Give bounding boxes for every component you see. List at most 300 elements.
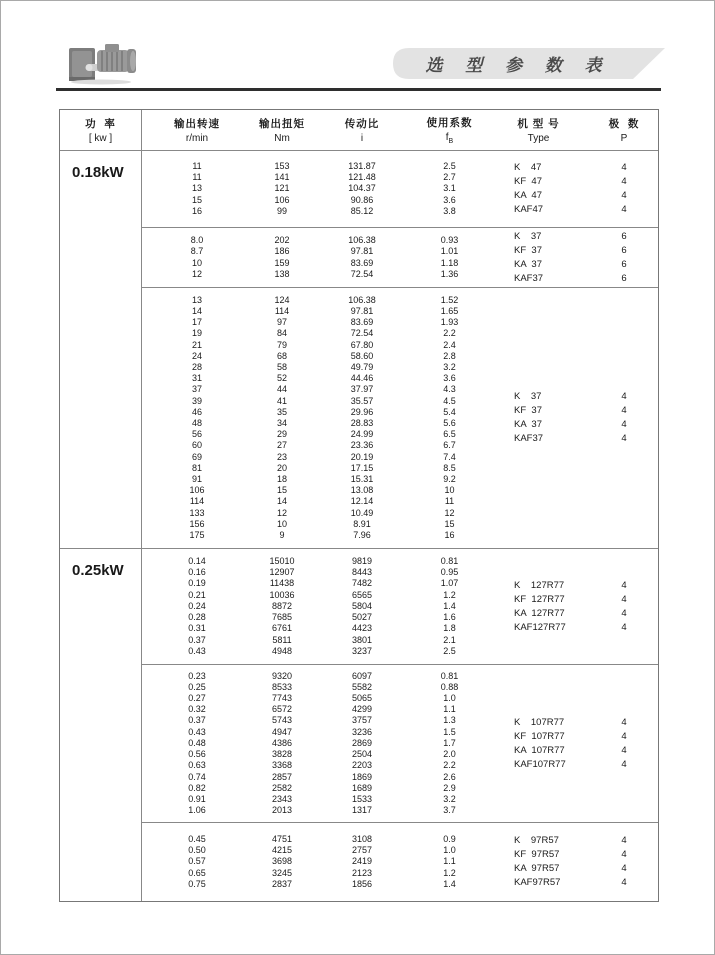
cell-value: 2869 [351, 737, 373, 748]
cell-value: 0.48 [188, 737, 206, 748]
header-service-factor: 使用系数 $f_B$ [426, 117, 473, 145]
type-value: K 37 [514, 391, 542, 402]
cell-value: 0.23 [188, 670, 206, 681]
cell-value: 141 [274, 172, 290, 183]
cell-value: 83.69 [350, 257, 374, 268]
poles-value: 4 [621, 405, 627, 416]
cell-value: 9320 [271, 670, 293, 681]
poles-value: 6 [621, 230, 627, 242]
type-value: KAF127R77 [514, 621, 566, 633]
poles-value: 4 [621, 835, 627, 846]
poles-value: 4 [621, 391, 627, 402]
poles-column [590, 228, 658, 287]
torque-column [252, 823, 312, 901]
cell-value: 3108 [351, 833, 373, 844]
header-torque: 输出扭矩 Nm [259, 118, 305, 144]
cell-value: 4.5 [443, 395, 456, 406]
cell-value: 138 [274, 268, 290, 279]
poles-value: 4 [621, 190, 627, 201]
cell-value: 3.6 [443, 194, 456, 205]
type-value: KF 47 [514, 176, 542, 187]
cell-value: 1.2 [443, 867, 456, 878]
gearmotor-photo [63, 37, 143, 87]
page-title: 选 型 参 数 表 [425, 56, 611, 75]
cell-value: 5804 [351, 600, 373, 611]
cell-value: 2.6 [443, 771, 456, 782]
cell-value: 0.91 [188, 793, 206, 804]
cell-value: 2.0 [443, 749, 456, 760]
type-value: KF 97R57 [514, 849, 560, 860]
table-header-row [60, 110, 658, 151]
header-ratio: 传动比 i [344, 118, 380, 144]
cell-value: 1.7 [443, 737, 456, 748]
cell-value: 46 [191, 406, 202, 417]
speed-column [142, 549, 252, 664]
poles-value: 4 [621, 607, 627, 619]
cell-value: 84 [276, 328, 287, 339]
cell-value: 91 [191, 474, 202, 485]
cell-value: 6572 [271, 704, 293, 715]
torque-column [252, 665, 312, 822]
cell-value: 2203 [351, 760, 373, 771]
cell-value: 15.31 [350, 474, 374, 485]
cell-value: 35.57 [350, 395, 374, 406]
cell-value: 97.81 [350, 305, 374, 316]
poles-value: 4 [621, 593, 627, 605]
factor-column [412, 151, 487, 227]
torque-column [252, 151, 312, 227]
power-section-0 [60, 151, 658, 548]
cell-value: 0.65 [188, 867, 206, 878]
cell-value: 1.06 [188, 805, 206, 816]
poles-column [590, 549, 658, 664]
cell-value: 1.93 [440, 317, 459, 328]
cell-value: 1.0 [443, 845, 456, 856]
type-value: KF 107R77 [514, 730, 565, 742]
type-column [487, 823, 590, 901]
power-section-1 [60, 548, 658, 901]
cell-value: 1.5 [443, 726, 456, 737]
cell-value: 8872 [271, 600, 293, 611]
cell-value: 13.08 [350, 485, 374, 496]
type-column [487, 288, 590, 548]
cell-value: 69 [191, 451, 202, 462]
data-block-0-1 [142, 227, 658, 287]
cell-value: 6565 [351, 589, 373, 600]
torque-column [252, 288, 312, 548]
cell-value: 3698 [271, 856, 293, 867]
cell-value: 13 [191, 183, 202, 194]
type-column [487, 665, 590, 822]
cell-value: 19 [191, 328, 202, 339]
cell-value: 56 [191, 429, 202, 440]
cell-value: 0.63 [188, 760, 206, 771]
cell-value: 0.31 [188, 623, 206, 634]
type-value: KAF37 [514, 272, 544, 284]
type-value: K 127R77 [514, 579, 565, 591]
factor-column [412, 549, 487, 664]
cell-value: 159 [274, 257, 290, 268]
ratio-column [312, 228, 412, 287]
cell-value: 79 [276, 339, 287, 350]
poles-value: 4 [621, 744, 627, 756]
cell-value: 1.2 [443, 589, 456, 600]
cell-value: 21 [191, 339, 202, 350]
type-value: KA 37 [514, 419, 542, 430]
poles-value: 4 [621, 433, 627, 444]
cell-value: 2.1 [443, 634, 456, 645]
cell-value: 106 [189, 485, 205, 496]
cell-value: 52 [276, 373, 287, 384]
cell-value: 1.4 [443, 878, 456, 889]
cell-value: 2757 [351, 845, 373, 856]
poles-value: 4 [621, 758, 627, 770]
cell-value: 114 [274, 305, 290, 316]
cell-value: 1.1 [443, 704, 456, 715]
cell-value: 12907 [269, 567, 295, 578]
cell-value: 2343 [271, 793, 293, 804]
cell-value: 16 [444, 530, 455, 541]
poles-value: 4 [621, 863, 627, 874]
poles-value: 4 [621, 716, 627, 728]
cell-value: 0.16 [188, 567, 206, 578]
cell-value: 4386 [271, 737, 293, 748]
cell-value: 1.8 [443, 623, 456, 634]
cell-value: 0.75 [188, 878, 206, 889]
type-value: K 37 [514, 230, 542, 242]
cell-value: 2013 [271, 805, 293, 816]
cell-value: 5743 [271, 715, 293, 726]
cell-value: 121 [274, 183, 290, 194]
cell-value: 1.1 [443, 856, 456, 867]
cell-value: 3236 [351, 726, 373, 737]
cell-value: 34 [276, 418, 287, 428]
cell-value: 106.38 [348, 235, 376, 246]
cell-value: 3.2 [443, 361, 456, 372]
cell-value: 0.95 [440, 567, 459, 578]
page-title-banner [393, 48, 665, 79]
cell-value: 0.24 [188, 600, 206, 611]
section-blocks [142, 151, 658, 548]
cell-value: 0.43 [188, 645, 206, 656]
header-divider [56, 88, 661, 91]
cell-value: 2837 [271, 878, 293, 889]
cell-value: 27 [276, 440, 287, 451]
data-block-1-0 [142, 549, 658, 664]
cell-value: 5.4 [443, 406, 456, 417]
cell-value: 7685 [271, 612, 293, 623]
cell-value: 5065 [351, 693, 373, 704]
cell-value: 153 [274, 160, 290, 171]
header-speed: 输出转速 r/min [174, 118, 220, 144]
type-column [487, 228, 590, 287]
cell-value: 2419 [351, 856, 373, 867]
cell-value: 5582 [351, 681, 373, 692]
cell-value: 0.93 [440, 235, 459, 246]
type-value: KA 127R77 [514, 607, 565, 619]
cell-value: 1.3 [443, 715, 456, 726]
cell-value: 0.21 [188, 589, 206, 600]
cell-value: 2.9 [443, 782, 456, 793]
poles-column [590, 151, 658, 227]
cell-value: 0.82 [188, 782, 206, 793]
cell-value: 48 [191, 418, 202, 428]
cell-value: 72.54 [350, 328, 374, 339]
cell-value: 202 [274, 235, 290, 246]
cell-value: 12 [191, 268, 202, 279]
cell-value: 24 [191, 350, 202, 361]
cell-value: 3757 [351, 715, 373, 726]
ratio-column [312, 665, 412, 822]
cell-value: 3.6 [443, 373, 456, 384]
cell-value: 4423 [351, 623, 373, 634]
cell-value: 6097 [351, 670, 373, 681]
cell-value: 5.6 [443, 418, 456, 428]
cell-value: 3245 [271, 867, 293, 878]
poles-column [590, 823, 658, 901]
cell-value: 11438 [269, 578, 295, 589]
cell-value: 0.25 [188, 681, 206, 692]
cell-value: 83.69 [350, 317, 374, 328]
cell-value: 8.7 [190, 246, 204, 257]
cell-value: 8.0 [190, 235, 204, 246]
cell-value: 44.46 [350, 373, 374, 384]
ratio-column [312, 549, 412, 664]
ratio-column [312, 288, 412, 548]
type-column [487, 151, 590, 227]
cell-value: 99 [276, 205, 287, 216]
type-value: KAF47 [514, 204, 544, 215]
cell-value: 0.56 [188, 749, 206, 760]
cell-value: 58.60 [350, 350, 374, 361]
cell-value: 9.2 [443, 474, 456, 485]
cell-value: 67.80 [350, 339, 374, 350]
cell-value: 18 [276, 474, 287, 485]
factor-column [412, 288, 487, 548]
type-value: K 107R77 [514, 716, 565, 728]
cell-value: 16 [191, 205, 202, 216]
cell-value: 2123 [351, 867, 373, 878]
cell-value: 2.4 [443, 339, 456, 350]
cell-value: 8533 [271, 681, 293, 692]
cell-value: 8.5 [443, 462, 456, 473]
poles-value: 4 [621, 162, 627, 173]
cell-value: 28 [191, 361, 202, 372]
power-label: 0.25kW [60, 549, 142, 901]
cell-value: 15 [191, 194, 202, 205]
cell-value: 49.79 [350, 361, 374, 372]
cell-value: 2.5 [443, 160, 456, 171]
cell-value: 1.36 [440, 268, 459, 279]
cell-value: 10 [276, 518, 287, 529]
speed-column [142, 151, 252, 227]
data-block-1-2 [142, 822, 658, 901]
header-type: 机 型 号 Type [517, 118, 560, 144]
cell-value: 17 [191, 317, 202, 328]
cell-value: 1.07 [440, 578, 459, 589]
poles-value: 4 [621, 730, 627, 742]
cell-value: 37 [191, 384, 202, 395]
poles-value: 4 [621, 877, 627, 888]
cell-value: 175 [189, 530, 205, 541]
cell-value: 29 [276, 429, 287, 440]
poles-value: 4 [621, 621, 627, 633]
cell-value: 121.48 [348, 172, 376, 183]
cell-value: 10.49 [350, 507, 374, 518]
cell-value: 28.83 [350, 418, 374, 428]
cell-value: 3801 [351, 634, 373, 645]
cell-value: 1689 [351, 782, 373, 793]
cell-value: 1.0 [443, 693, 456, 704]
cell-value: 14 [276, 496, 287, 507]
poles-value: 6 [621, 258, 627, 270]
cell-value: 1.18 [440, 257, 459, 268]
type-value: KA 107R77 [514, 744, 565, 756]
factor-column [412, 228, 487, 287]
cell-value: 8.91 [353, 518, 371, 529]
cell-value: 90.86 [350, 194, 374, 205]
cell-value: 114 [189, 496, 205, 507]
cell-value: 0.88 [440, 681, 459, 692]
cell-value: 0.37 [188, 715, 206, 726]
speed-column [142, 228, 252, 287]
cell-value: 0.81 [440, 670, 459, 681]
cell-value: 0.45 [188, 833, 206, 844]
type-value: KF 37 [514, 405, 542, 416]
power-label: 0.18kW [60, 151, 142, 548]
cell-value: 97 [276, 317, 287, 328]
cell-value: 0.28 [188, 612, 206, 623]
cell-value: 4.3 [443, 384, 456, 395]
table-body [60, 151, 658, 901]
cell-value: 7482 [351, 578, 373, 589]
ratio-column [312, 823, 412, 901]
type-value: K 97R57 [514, 835, 559, 846]
cell-value: 1856 [351, 878, 373, 889]
torque-column [252, 228, 312, 287]
cell-value: 131.87 [348, 160, 376, 171]
cell-value: 3828 [271, 749, 293, 760]
cell-value: 11 [192, 172, 202, 183]
cell-value: 3.7 [443, 805, 456, 816]
cell-value: 2.2 [443, 760, 456, 771]
cell-value: 1869 [351, 771, 373, 782]
cell-value: 39 [191, 395, 202, 406]
cell-value: 124 [274, 294, 290, 305]
cell-value: 1533 [351, 793, 373, 804]
cell-value: 3368 [271, 760, 293, 771]
cell-value: 106.38 [348, 294, 376, 305]
cell-value: 97.81 [350, 246, 374, 257]
cell-value: 6.7 [443, 440, 456, 451]
cell-value: 12 [444, 507, 455, 518]
selection-parameter-table [59, 109, 659, 902]
cell-value: 14 [191, 305, 202, 316]
cell-value: 0.32 [188, 704, 206, 715]
speed-column [142, 288, 252, 548]
header-poles: 极 数 P [608, 118, 640, 144]
cell-value: 41 [276, 395, 287, 406]
cell-value: 4751 [271, 833, 293, 844]
type-value: KAF107R77 [514, 758, 566, 770]
cell-value: 9819 [351, 556, 373, 567]
cell-value: 3.8 [443, 205, 456, 216]
cell-value: 85.12 [350, 205, 374, 216]
cell-value: 1.52 [440, 294, 459, 305]
cell-value: 0.57 [188, 856, 206, 867]
header-power: 功 率 [ kw ] [60, 110, 142, 150]
data-block-0-0 [142, 151, 658, 227]
cell-value: 2504 [351, 749, 373, 760]
cell-value: 31 [191, 373, 202, 384]
cell-value: 5027 [351, 612, 373, 623]
cell-value: 35 [276, 406, 287, 417]
cell-value: 2.5 [443, 645, 456, 656]
cell-value: 1.01 [440, 246, 459, 257]
section-blocks [142, 549, 658, 901]
speed-column [142, 665, 252, 822]
cell-value: 0.27 [188, 693, 206, 704]
cell-value: 10 [444, 485, 455, 496]
cell-value: 6761 [271, 623, 293, 634]
data-block-0-2 [142, 287, 658, 548]
cell-value: 11 [192, 160, 202, 171]
type-value: KAF37 [514, 433, 544, 444]
cell-value: 0.81 [440, 556, 459, 567]
cell-value: 44 [276, 384, 287, 395]
poles-value: 4 [621, 176, 627, 187]
poles-value: 4 [621, 204, 627, 215]
cell-value: 37.97 [350, 384, 374, 395]
gearmotor-illustration [63, 37, 143, 87]
cell-value: 0.50 [188, 845, 206, 856]
cell-value: 81 [191, 462, 202, 473]
poles-value: 6 [621, 272, 627, 284]
cell-value: 2857 [271, 771, 293, 782]
cell-value: 68 [276, 350, 287, 361]
cell-value: 8443 [351, 567, 373, 578]
cell-value: 104.37 [348, 183, 376, 194]
cell-value: 58 [276, 361, 287, 372]
poles-value: 4 [621, 579, 627, 591]
cell-value: 3.1 [443, 183, 456, 194]
poles-value: 4 [621, 419, 627, 430]
cell-value: 4948 [271, 645, 293, 656]
cell-value: 2.7 [443, 172, 456, 183]
cell-value: 9 [279, 530, 285, 541]
poles-value: 6 [621, 244, 627, 256]
type-value: KAF97R57 [514, 877, 561, 888]
cell-value: 23.36 [350, 440, 374, 451]
cell-value: 13 [191, 294, 202, 305]
torque-column [252, 549, 312, 664]
cell-value: 15 [276, 485, 287, 496]
cell-value: 11 [444, 496, 455, 507]
cell-value: 72.54 [350, 268, 374, 279]
cell-value: 2.2 [443, 328, 456, 339]
cell-value: 12.14 [350, 496, 374, 507]
cell-value: 6.5 [443, 429, 456, 440]
cell-value: 15 [444, 518, 455, 529]
factor-column [412, 665, 487, 822]
cell-value: 2.8 [443, 350, 456, 361]
data-block-1-1 [142, 664, 658, 822]
cell-value: 17.15 [350, 462, 374, 473]
cell-value: 133 [189, 507, 205, 518]
cell-value: 4299 [351, 704, 373, 715]
factor-column [412, 823, 487, 901]
cell-value: 29.96 [350, 406, 374, 417]
